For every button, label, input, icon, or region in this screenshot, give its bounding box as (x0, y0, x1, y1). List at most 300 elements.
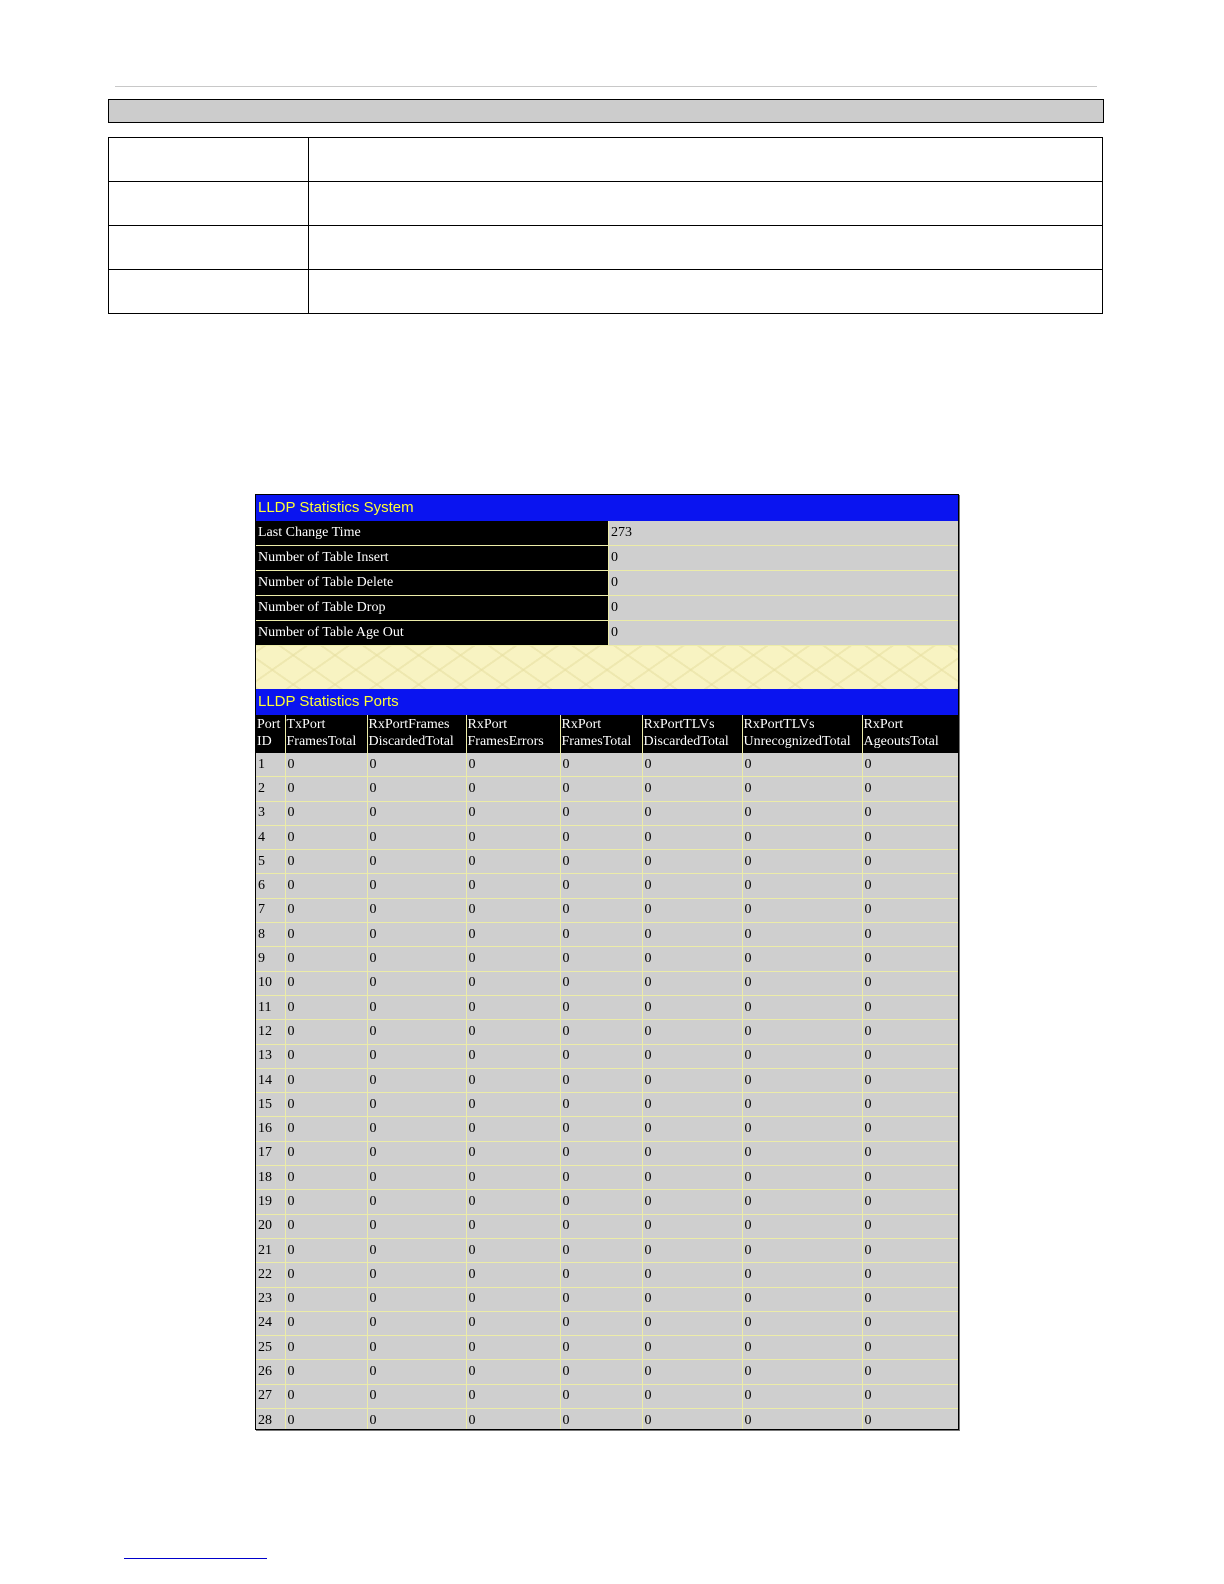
stat-cell: 0 (560, 777, 642, 801)
stat-cell: 0 (367, 1044, 466, 1068)
stat-cell: 0 (642, 1238, 742, 1262)
stat-cell: 0 (285, 1141, 367, 1165)
stat-cell: 0 (742, 971, 862, 995)
stat-cell: 0 (367, 1263, 466, 1287)
stat-cell: 0 (285, 1336, 367, 1360)
stat-cell: 0 (285, 1044, 367, 1068)
column-header-line1: RxPort (561, 717, 602, 732)
port-id-cell: 14 (256, 1068, 285, 1092)
table-row (256, 1166, 958, 1190)
stat-cell: 0 (862, 1360, 958, 1384)
stat-cell: 0 (466, 1360, 560, 1384)
stat-cell: 0 (862, 1068, 958, 1092)
stat-cell: 0 (742, 874, 862, 898)
stat-cell: 0 (367, 1287, 466, 1311)
table-row (256, 1044, 958, 1068)
stat-cell: 0 (367, 898, 466, 922)
port-id-cell: 24 (256, 1311, 285, 1335)
stat-cell: 0 (560, 1190, 642, 1214)
column-header-line2: ID (257, 734, 272, 749)
stat-cell: 0 (560, 801, 642, 825)
stat-cell: 0 (285, 1117, 367, 1141)
column-header-line2: DiscardedTotal (368, 734, 454, 749)
ports-column-header (742, 715, 862, 753)
stat-cell: 0 (560, 1214, 642, 1238)
stat-cell: 0 (642, 1263, 742, 1287)
stat-cell: 0 (466, 850, 560, 874)
parameter-row (109, 226, 1103, 270)
stat-cell: 0 (742, 1287, 862, 1311)
stat-cell: 0 (742, 1117, 862, 1141)
system-stat-row (256, 621, 958, 646)
port-id-cell: 3 (256, 801, 285, 825)
column-header-line2: UnrecognizedTotal (743, 734, 851, 749)
stat-cell: 0 (560, 947, 642, 971)
stat-cell: 0 (642, 1409, 742, 1430)
port-id-cell: 8 (256, 923, 285, 947)
system-stat-value: 0 (609, 596, 959, 621)
stat-cell: 0 (862, 1263, 958, 1287)
ports-column-header (256, 715, 285, 753)
port-id-cell: 18 (256, 1166, 285, 1190)
stat-cell: 0 (466, 1311, 560, 1335)
stat-cell: 0 (466, 801, 560, 825)
stat-cell: 0 (285, 801, 367, 825)
parameter-description (309, 138, 1103, 182)
stat-cell: 0 (285, 1287, 367, 1311)
stat-cell: 0 (285, 1020, 367, 1044)
stat-cell: 0 (742, 1311, 862, 1335)
stat-cell: 0 (560, 898, 642, 922)
stat-cell: 0 (466, 1190, 560, 1214)
stat-cell: 0 (560, 850, 642, 874)
stat-cell: 0 (742, 1384, 862, 1408)
stat-cell: 0 (642, 1020, 742, 1044)
stat-cell: 0 (285, 898, 367, 922)
table-row (256, 1409, 958, 1430)
stat-cell: 0 (466, 947, 560, 971)
stat-cell: 0 (285, 1093, 367, 1117)
column-header-line1: TxPort (286, 717, 326, 732)
port-id-cell: 13 (256, 1044, 285, 1068)
system-stat-row (256, 546, 958, 571)
column-header-line2: FramesTotal (561, 734, 632, 749)
stat-cell: 0 (466, 1287, 560, 1311)
stat-cell: 0 (642, 995, 742, 1019)
stat-cell: 0 (466, 1409, 560, 1430)
stat-cell: 0 (862, 1214, 958, 1238)
stat-cell: 0 (742, 777, 862, 801)
stat-cell: 0 (862, 1384, 958, 1408)
stat-cell: 0 (466, 1238, 560, 1262)
stat-cell: 0 (285, 1263, 367, 1287)
stat-cell: 0 (560, 1093, 642, 1117)
table-row (256, 850, 958, 874)
port-id-cell: 25 (256, 1336, 285, 1360)
port-id-cell: 21 (256, 1238, 285, 1262)
stat-cell: 0 (742, 1020, 862, 1044)
stat-cell: 0 (466, 1068, 560, 1092)
parameter-table (108, 137, 1103, 314)
stat-cell: 0 (466, 971, 560, 995)
parameter-name (109, 182, 309, 226)
system-stat-row (256, 571, 958, 596)
system-section-title: LLDP Statistics System (256, 495, 958, 521)
decorative-pattern-band (256, 646, 958, 689)
stat-cell: 0 (367, 1311, 466, 1335)
stat-cell: 0 (367, 1117, 466, 1141)
stat-cell: 0 (560, 995, 642, 1019)
stat-cell: 0 (742, 1214, 862, 1238)
stat-cell: 0 (466, 898, 560, 922)
column-header-line2: FramesErrors (467, 734, 544, 749)
system-stat-row (256, 521, 958, 546)
stat-cell: 0 (862, 801, 958, 825)
port-id-cell: 22 (256, 1263, 285, 1287)
footer-link-underline (124, 1558, 267, 1559)
stat-cell: 0 (862, 1190, 958, 1214)
parameter-name (109, 138, 309, 182)
table-row (256, 1117, 958, 1141)
stat-cell: 0 (742, 1360, 862, 1384)
port-id-cell: 23 (256, 1287, 285, 1311)
table-header-bar (108, 99, 1104, 123)
stat-cell: 0 (642, 1117, 742, 1141)
stat-cell: 0 (560, 753, 642, 777)
port-id-cell: 2 (256, 777, 285, 801)
stat-cell: 0 (742, 1336, 862, 1360)
stat-cell: 0 (560, 1044, 642, 1068)
table-row (256, 995, 958, 1019)
stat-cell: 0 (560, 1287, 642, 1311)
stat-cell: 0 (642, 898, 742, 922)
stat-cell: 0 (367, 1093, 466, 1117)
stat-cell: 0 (742, 1190, 862, 1214)
stat-cell: 0 (367, 1068, 466, 1092)
stat-cell: 0 (367, 995, 466, 1019)
table-row (256, 777, 958, 801)
stat-cell: 0 (285, 1409, 367, 1430)
stat-cell: 0 (285, 825, 367, 849)
system-stat-label: Number of Table Age Out (256, 621, 609, 646)
ports-column-header (367, 715, 466, 753)
stat-cell: 0 (642, 874, 742, 898)
stat-cell: 0 (862, 1117, 958, 1141)
port-id-cell: 1 (256, 753, 285, 777)
parameter-description (309, 226, 1103, 270)
table-row (256, 1263, 958, 1287)
ports-column-header (560, 715, 642, 753)
port-id-cell: 7 (256, 898, 285, 922)
port-id-cell: 26 (256, 1360, 285, 1384)
stat-cell: 0 (285, 1311, 367, 1335)
stat-cell: 0 (862, 1141, 958, 1165)
table-row (256, 1287, 958, 1311)
stat-cell: 0 (862, 1336, 958, 1360)
stat-cell: 0 (285, 971, 367, 995)
stat-cell: 0 (560, 1360, 642, 1384)
stat-cell: 0 (642, 825, 742, 849)
port-id-cell: 28 (256, 1409, 285, 1430)
stat-cell: 0 (285, 1384, 367, 1408)
stat-cell: 0 (742, 1409, 862, 1430)
stat-cell: 0 (285, 753, 367, 777)
table-row (256, 825, 958, 849)
stat-cell: 0 (742, 1068, 862, 1092)
system-stat-label: Number of Table Insert (256, 546, 609, 571)
stat-cell: 0 (367, 1409, 466, 1430)
stat-cell: 0 (560, 1020, 642, 1044)
system-stats-table (256, 521, 958, 646)
stat-cell: 0 (367, 923, 466, 947)
ports-column-header (285, 715, 367, 753)
stat-cell: 0 (466, 777, 560, 801)
column-header-line1: RxPort (467, 717, 508, 732)
stat-cell: 0 (466, 753, 560, 777)
stat-cell: 0 (742, 995, 862, 1019)
parameter-description (309, 182, 1103, 226)
stat-cell: 0 (367, 850, 466, 874)
stat-cell: 0 (642, 1287, 742, 1311)
stat-cell: 0 (367, 971, 466, 995)
stat-cell: 0 (466, 1166, 560, 1190)
stat-cell: 0 (862, 947, 958, 971)
stat-cell: 0 (466, 1044, 560, 1068)
port-id-cell: 15 (256, 1093, 285, 1117)
stat-cell: 0 (285, 874, 367, 898)
stat-cell: 0 (862, 1238, 958, 1262)
stat-cell: 0 (742, 898, 862, 922)
stat-cell: 0 (742, 947, 862, 971)
stat-cell: 0 (466, 1214, 560, 1238)
stat-cell: 0 (466, 825, 560, 849)
stat-cell: 0 (560, 1141, 642, 1165)
ports-column-header (862, 715, 958, 753)
stat-cell: 0 (642, 1044, 742, 1068)
table-row (256, 874, 958, 898)
stat-cell: 0 (466, 1141, 560, 1165)
stat-cell: 0 (642, 1068, 742, 1092)
stat-cell: 0 (367, 825, 466, 849)
stat-cell: 0 (466, 1263, 560, 1287)
table-row (256, 1238, 958, 1262)
stat-cell: 0 (367, 1214, 466, 1238)
stat-cell: 0 (862, 898, 958, 922)
stat-cell: 0 (367, 777, 466, 801)
stat-cell: 0 (742, 1093, 862, 1117)
column-header-line1: RxPortFrames (368, 717, 450, 732)
table-row (256, 1214, 958, 1238)
stat-cell: 0 (466, 1020, 560, 1044)
column-header-line2: FramesTotal (286, 734, 357, 749)
port-id-cell: 19 (256, 1190, 285, 1214)
port-id-cell: 11 (256, 995, 285, 1019)
system-stat-value: 0 (609, 621, 959, 646)
stat-cell: 0 (560, 1263, 642, 1287)
stat-cell: 0 (742, 1166, 862, 1190)
stat-cell: 0 (862, 1311, 958, 1335)
stat-cell: 0 (642, 947, 742, 971)
table-row (256, 1020, 958, 1044)
stat-cell: 0 (560, 1336, 642, 1360)
stat-cell: 0 (285, 1068, 367, 1092)
parameter-name (109, 270, 309, 314)
stat-cell: 0 (742, 1238, 862, 1262)
stat-cell: 0 (560, 825, 642, 849)
stat-cell: 0 (285, 1190, 367, 1214)
stat-cell: 0 (642, 777, 742, 801)
column-header-line1: Port (257, 717, 281, 732)
table-row (256, 1093, 958, 1117)
stat-cell: 0 (862, 825, 958, 849)
parameter-description (309, 270, 1103, 314)
stat-cell: 0 (862, 874, 958, 898)
column-header-line2: AgeoutsTotal (863, 734, 939, 749)
table-row (256, 753, 958, 777)
stat-cell: 0 (367, 1360, 466, 1384)
port-id-cell: 5 (256, 850, 285, 874)
stat-cell: 0 (642, 971, 742, 995)
stat-cell: 0 (285, 777, 367, 801)
table-row (256, 947, 958, 971)
stat-cell: 0 (560, 874, 642, 898)
stat-cell: 0 (285, 1360, 367, 1384)
stat-cell: 0 (466, 1093, 560, 1117)
stat-cell: 0 (862, 850, 958, 874)
stat-cell: 0 (285, 1214, 367, 1238)
stat-cell: 0 (560, 1409, 642, 1430)
stat-cell: 0 (862, 753, 958, 777)
stat-cell: 0 (642, 801, 742, 825)
parameter-row (109, 270, 1103, 314)
table-row (256, 1190, 958, 1214)
port-id-cell: 16 (256, 1117, 285, 1141)
stat-cell: 0 (742, 1044, 862, 1068)
stat-cell: 0 (466, 874, 560, 898)
stat-cell: 0 (367, 1336, 466, 1360)
stat-cell: 0 (862, 923, 958, 947)
stat-cell: 0 (742, 753, 862, 777)
port-id-cell: 10 (256, 971, 285, 995)
stat-cell: 0 (367, 1190, 466, 1214)
table-row (256, 1360, 958, 1384)
stat-cell: 0 (642, 1093, 742, 1117)
stat-cell: 0 (367, 947, 466, 971)
stat-cell: 0 (285, 1166, 367, 1190)
stat-cell: 0 (862, 995, 958, 1019)
stat-cell: 0 (642, 1384, 742, 1408)
parameter-row (109, 182, 1103, 226)
stat-cell: 0 (560, 971, 642, 995)
system-stat-label: Last Change Time (256, 521, 609, 546)
table-row (256, 1068, 958, 1092)
system-stat-value: 0 (609, 546, 959, 571)
stat-cell: 0 (466, 1384, 560, 1408)
stat-cell: 0 (642, 1336, 742, 1360)
stat-cell: 0 (560, 1117, 642, 1141)
port-id-cell: 6 (256, 874, 285, 898)
parameter-name (109, 226, 309, 270)
table-row (256, 801, 958, 825)
stat-cell: 0 (285, 850, 367, 874)
ports-header-row (256, 715, 958, 753)
stat-cell: 0 (742, 923, 862, 947)
stat-cell: 0 (862, 1409, 958, 1430)
stat-cell: 0 (466, 1336, 560, 1360)
column-header-line2: DiscardedTotal (643, 734, 729, 749)
stat-cell: 0 (560, 1166, 642, 1190)
stat-cell: 0 (862, 1287, 958, 1311)
stat-cell: 0 (742, 825, 862, 849)
stat-cell: 0 (642, 1214, 742, 1238)
stat-cell: 0 (642, 1360, 742, 1384)
port-id-cell: 20 (256, 1214, 285, 1238)
stat-cell: 0 (466, 1117, 560, 1141)
stat-cell: 0 (742, 850, 862, 874)
stat-cell: 0 (642, 1166, 742, 1190)
table-row (256, 1384, 958, 1408)
stat-cell: 0 (367, 1141, 466, 1165)
stat-cell: 0 (742, 1263, 862, 1287)
stat-cell: 0 (862, 1166, 958, 1190)
system-stat-label: Number of Table Delete (256, 571, 609, 596)
column-header-line1: RxPortTLVs (643, 717, 715, 732)
stat-cell: 0 (862, 971, 958, 995)
table-row (256, 971, 958, 995)
stat-cell: 0 (367, 801, 466, 825)
table-row (256, 1336, 958, 1360)
page-top-rule (115, 86, 1097, 87)
stat-cell: 0 (862, 1020, 958, 1044)
system-stat-value: 0 (609, 571, 959, 596)
stat-cell: 0 (560, 923, 642, 947)
stat-cell: 0 (367, 1166, 466, 1190)
stat-cell: 0 (560, 1068, 642, 1092)
port-id-cell: 27 (256, 1384, 285, 1408)
stat-cell: 0 (642, 753, 742, 777)
stat-cell: 0 (367, 753, 466, 777)
stat-cell: 0 (367, 874, 466, 898)
stat-cell: 0 (862, 777, 958, 801)
table-row (256, 923, 958, 947)
table-row (256, 898, 958, 922)
stat-cell: 0 (466, 923, 560, 947)
ports-stats-table (256, 715, 958, 1430)
stat-cell: 0 (560, 1238, 642, 1262)
ports-column-header (466, 715, 560, 753)
parameter-row (109, 138, 1103, 182)
table-row (256, 1311, 958, 1335)
stat-cell: 0 (642, 923, 742, 947)
stat-cell: 0 (285, 947, 367, 971)
stat-cell: 0 (367, 1384, 466, 1408)
stat-cell: 0 (642, 850, 742, 874)
system-stat-row (256, 596, 958, 621)
column-header-line1: RxPortTLVs (743, 717, 815, 732)
stat-cell: 0 (285, 1238, 367, 1262)
stat-cell: 0 (862, 1093, 958, 1117)
stat-cell: 0 (642, 1190, 742, 1214)
system-stat-label: Number of Table Drop (256, 596, 609, 621)
port-id-cell: 17 (256, 1141, 285, 1165)
stat-cell: 0 (285, 923, 367, 947)
port-id-cell: 9 (256, 947, 285, 971)
stat-cell: 0 (642, 1311, 742, 1335)
stat-cell: 0 (642, 1141, 742, 1165)
stat-cell: 0 (367, 1238, 466, 1262)
stat-cell: 0 (367, 1020, 466, 1044)
stat-cell: 0 (285, 995, 367, 1019)
